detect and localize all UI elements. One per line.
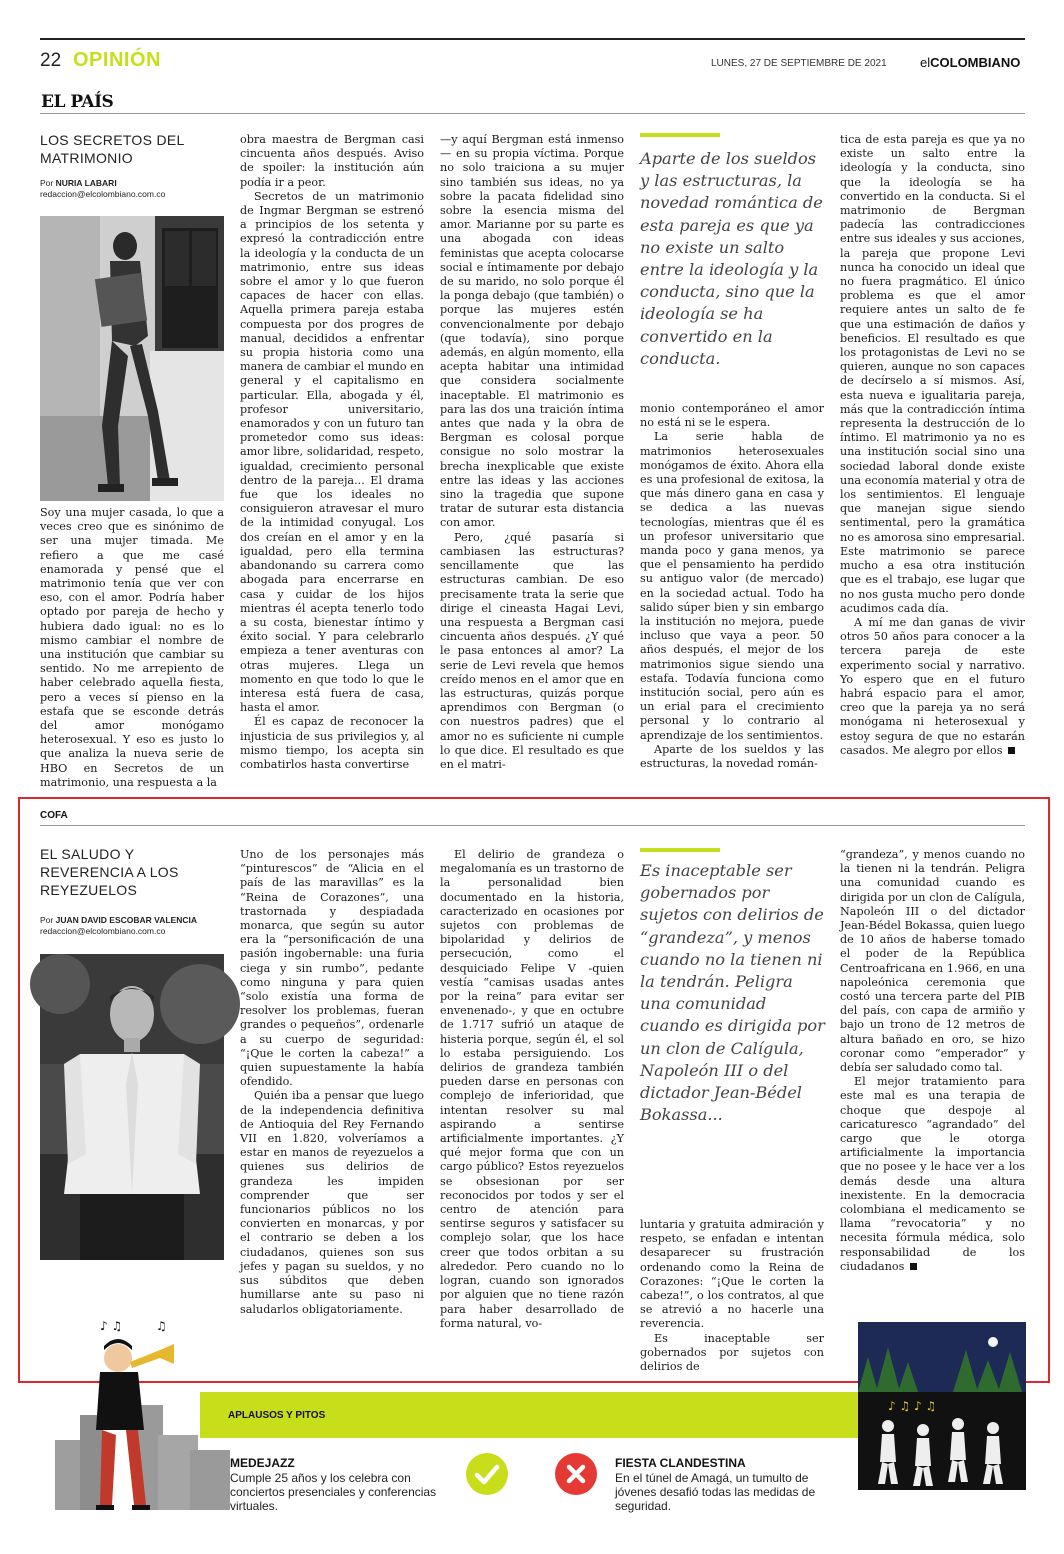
article2-col5 (840, 848, 1025, 1308)
boo-text: En el túnel de Amagá, un tumulto de jóvenes desafió todas las medidas de seguridad. (615, 1471, 816, 1513)
article1-pullquote: Aparte de los sueldos y las estructuras, la novedad romántica de esta pareja es que ya no existe un salto entre la ideología y la conducta, sino que la ideología se ha convertido en la conducta. (640, 149, 823, 368)
byline-prefix: Por (40, 178, 54, 188)
paragraph: Es inaceptable ser gobernados por sujetos con delirios de (640, 1331, 824, 1374)
paragraph: —y aquí Bergman está inmenso— en su propia víctima. Porque no solo traiciona a su mujer sino también sus ideas, no ya sobre la pacata fidelidad sino sobre la esencia misma del amor. Marianne por su parte es una abogada con ideas feministas que acepta colocarse social e íntimamente por debajo de su marido, no solo porque él la ponga debajo (que también) o porque las mujeres estén convencionalmente por debajo (que todavía), sino porque además, en algún momento, ella acepta habitar una intimidad que considera socialmente inaceptable. El matrimonio es para las dos una traición íntima antes que nada y la obra de Bergman es colosal porque consigue no solo mostrar la brecha inexplicable que existe entre las ideas y las acciones sino la tragedia que supone tratar de suturar esta distancia con amor. (440, 133, 624, 530)
paragraph: “grandeza”, y menos cuando no la tienen ni la tendrán. Peligra una comunidad cuando es dirigida por un clon de Calígula, Napoleón III o del dictador Jean-Bédel Bokassa, quien luego de 10 años de haberse tomado el poder de la República Centroafricana en 1.966, en una napoleónica ceremonia que costó una tercera parte del PIB del país, con capa de armiño y bajo un trono de 12 metros de altura bañado en oro, se hizo coronar como “emperador” y debía ser saludado como tal. (840, 848, 1025, 1075)
article2-byline (40, 915, 230, 937)
article1-headline: LOS SECRETOS DEL MATRIMONIO (40, 132, 185, 166)
brand-logo (920, 55, 1020, 70)
paragraph (840, 616, 1025, 758)
author-email: redaccion@elcolombiano.com.co (40, 189, 166, 199)
article2-col2 (240, 848, 424, 1340)
divider (40, 113, 1025, 114)
paragraph: tica de esta pareja es que ya no existe un salto entre la ideología y la conducta, sino que la ideología se ha convertido en la conducta. Si el matrimonio de Bergman padecía las contradicciones entre sus ideales y sus acciones, la pareja que propone Levi nunca ha conocido un ideal que no fuera pragmático. El único problema es que el amor requiere antes un salto de fe que una estimación de daños y beneficios. El resultado es que los protagonistas de Levi no se quieren, aunque no son capaces de decírselo a sí mismos. Así, esta nueva e igualitaria pareja, más que la contradicción íntima representa la destrucción de lo íntimo. El matrimonio ya no es una institución social sino una sociedad laboral donde existe una economía material y otra de los sentimientos. El lenguaje que manejan sigue siendo sentimental, pero la gramática no es amorosa sino empresarial. Este matrimonio se parece mucho a esa otra institución que es el trabajo, ese lugar que no nos gusta mucho pero donde acudimos cada día. (840, 133, 1025, 615)
svg-text:♪ ♫ ♪ ♫: ♪ ♫ ♪ ♫ (888, 1399, 937, 1413)
paragraph: obra maestra de Bergman casi cincuenta años después. Aviso de spoiler: la institución aún podía ir a peor. (240, 133, 424, 189)
article1-byline (40, 178, 230, 200)
article1-col2 (240, 133, 424, 788)
section-title: OPINIÓN (73, 49, 161, 71)
end-mark-icon (1008, 747, 1015, 754)
paragraph: Quién iba a pensar que luego de la independencia definitiva de Antioquia del Rey Fernando VII en 1.820, volveríamos a estar en manos de reyezuelos a quienes sus delirios de grandeza les impiden comprender que ser funcionarios públicos no los convierten en monarcas, y por el contrario se deben a los ciudadanos, quienes son sus jefes y pagan su sueldos, y no sus súbditos que deben humillarse ante su paso ni saludarlos obligatoriamente. (240, 1089, 424, 1316)
svg-text:♫: ♫ (156, 1319, 167, 1333)
brand-name: COLOMBIANO (930, 55, 1021, 70)
paragraph: Soy una mujer casada, lo que a veces creo que es sinónimo de ser una mujer timada. Me refiero a que me casé enamorada y pensé que el matrimonio tenía que ver con eso, con el amor. Podría haber optado por pareja de hecho y hubiera dado igual: no es lo mismo cambiar el nombre de una institución que cambiar su sentido. No me arrepiento de haber celebrado aquella fiesta, pero a veces sí pienso en la estafa que se esconde detrás del amor monógamo heterosexual. Y eso es justo lo que analiza la nueva serie de HBO en Secretos de un matrimonio, una respuesta a la (40, 506, 224, 789)
paragraph: Secretos de un matrimonio de Ingmar Bergman se estrenó a principios de los setenta y expresó la contradicción entre la ideología y la conducta de un matrimonio, entre sus ideas sobre el amor y lo que fueron capaces de hacer con ellas. Aquella primera pareja estaba compuesta por dos progres de manual, decididos a enfrentar su propia historia como una manera de cambiar el mundo en general y el capitalismo en particular. Ella, abogada y él, profesor universitario, enamorados y con un futuro tan prometedor como sus ideas: amor libre, solidaridad, respeto, igualdad, crecimiento personal dentro de la pareja... El drama fue que los ideales no consiguieron atravesar el muro de la intimidad conyugal. Los dos creían en el amor y en la igualdad, pero ella termina abandonando su carrera como abogada para encerrarse en casa y cuidar de los hijos mientras él acepta tenerlo todo a su costa, bienestar íntimo y éxito social. Y para celebrarlo empieza a tener aventuras con otras mujeres. Llega un momento en que todo lo que le interesa está fuera de casa, hasta el amor. (240, 189, 424, 715)
applause-heading: MEDEJAZZ (230, 1456, 295, 1470)
paragraph-text: A mí me dan ganas de vivir otros 50 años para conocer a la tercera pareja de este experimento social y narrativo. Yo espero que en el futuro habrá espacio para el amor, creo que la pareja ya no será monógama ni heterosexual y estoy segura de que no estarán casados. Me alegro por ellos (840, 615, 1025, 757)
pullquote-accent (640, 848, 720, 852)
article1-col5 (840, 133, 1025, 793)
article1-col4 (640, 402, 824, 788)
applause-text: Cumple 25 años y los celebra con conciertos presenciales y conferencias virtuales. (230, 1471, 437, 1513)
paragraph (840, 1075, 1025, 1274)
paragraph: Él es capaz de reconocer la injusticia de sus privilegios y, al mismo tiempo, los acepta sin combatirlos hasta convertirse (240, 715, 424, 771)
brand-prefix: el (920, 55, 931, 70)
x-icon (555, 1453, 597, 1495)
check-icon (466, 1453, 508, 1495)
paragraph: monio contemporáneo el amor no está ni se le espera. (640, 402, 824, 430)
aplausos-title: APLAUSOS Y PITOS (228, 1410, 326, 1421)
partner-logo: EL PAÍS (41, 92, 114, 112)
paragraph: luntaria y gratuita admiración y respeto, se enfadan e intentan desaparecer su frustración ordenando como la Reina de Corazones: “¡Que le corten la cabeza!”, o los contratos, al que se atrevió a no hacerle una reverencia. (640, 1218, 824, 1331)
article2-pullquote: Es inaceptable ser gobernados por sujetos con delirios de “grandeza”, y menos cuando no la tienen ni la tendrán. Peligra una comunidad cuando es dirigida por un clon de Calígula, Napoleón III o del dictador Jean-Bédel Bokassa... (640, 861, 825, 1125)
divider (40, 825, 1025, 826)
byline-prefix: Por (40, 915, 54, 925)
article2-col3 (440, 848, 624, 1340)
paragraph-text: El mejor tratamiento para este mal es una terapia de choque que despoje al caricaturesco “agrandado” del cargo que le otorga artificialmente la importancia que no posee y le hace ver a los demás desde una altura inexistente. En la democracia colombiana el medicamento se llama “revocatoria” y no necesita fórmula médica, solo responsabilidad de los ciudadanos (840, 1075, 1025, 1273)
paragraph: Aparte de los sueldos y las estructuras, la novedad román- (640, 742, 824, 771)
party-illustration (858, 1322, 1026, 1490)
paragraph: Pero, ¿qué pasaría si cambiasen las estructuras? sencillamente que las estructuras cambian. De eso precisamente trata la serie que dirige el cineasta Hagai Levi, una respuesta a Bergman casi cincuenta años después. ¿Y qué le pasa entonces al amor? La serie de Levi revela que hemos creído menos en el amor que en las estructuras, quizás porque aprendimos con Bergman (o con nuestros padres) que el amor no es suficiente ni cumple lo que dice. El resultado es que en el matri- (440, 530, 624, 771)
paragraph: El delirio de grandeza o megalomanía es un trastorno de la personalidad bien documentado en la historia, caracterizado en ocasiones por sujetos con problemas de bipolaridad y delirios de persecución, como el desquiciado Felipe V -quien vestía “camisas usadas antes por la reina” para evitar ser envenenado-, y que en octubre de 1.717 sufrió un ataque de histeria porque, según él, el sol lo estaba persiguiendo. Los delirios de grandeza también pueden darse en personas con complejo de inferioridad, que intentan resolver su mal aspirando a sentirse artificialmente importantes. ¿Y qué mejor forma que con un cargo público? Estos reyezuelos se obsesionan por ser reconocidos por todos y ser el centro de atención para sentirse seguros y satisfacer su complejo solar, que los hace creer que todos orbitan a su alrededor. Pero cuando no lo logran, cuando son ignorados por alguien que no tiene razón para haber desarrollado de forma natural, vo- (440, 848, 624, 1330)
check-icon-glyph (466, 1453, 508, 1495)
author-photo-image (40, 954, 224, 1260)
article2-headline: EL SALUDO Y REVERENCIA A LOS REYEZUELOS (40, 846, 179, 898)
end-mark-icon (910, 1263, 917, 1270)
article2-kicker: COFA (40, 810, 68, 821)
pullquote-accent (640, 133, 720, 137)
article1-col3 (440, 133, 624, 788)
x-icon-glyph (555, 1453, 597, 1495)
statue-photo (40, 216, 224, 501)
dateline: LUNES, 27 DE SEPTIEMBRE DE 2021 (711, 58, 887, 69)
top-rule (40, 38, 1025, 40)
author-photo (40, 954, 224, 1260)
author-name: JUAN DAVID ESCOBAR VALENCIA (55, 915, 197, 925)
paragraph: Uno de los personajes más “pinturescos” de “Alicia en el país de las maravillas” es la “Reina de Corazones”, una trastornada y despiadada monarca, que según su autor era la “personificación de una pasión ingobernable: una furia ciega y sin rumbo”, pedante como ninguna y para quien “solo existía una forma de resolver los problemas, fueran grandes o pequeños”, ordenarle a su cuerpo de seguridad: “¡Que le corten la cabeza!” a quien supuestamente la había ofendido. (240, 848, 424, 1089)
article1-col1 (40, 506, 224, 788)
page-number: 22 (40, 50, 62, 71)
statue-photo-image (40, 216, 224, 501)
author-name: NURIA LABARI (55, 178, 117, 188)
paragraph: La serie habla de matrimonios heterosexuales monógamos de éxito. Ahora ella es una profesional de exitosa, la que más dinero gana en casa y se dedica a las nuevas tecnologías, mientras que él es un profesor universitario que manda poco y gana menos, ya que el pensamiento ha perdido su antiguo valor (de mercado) en la sociedad actual. Todo ha salido súper bien y sin embargo la institución no mejora, puede incluso que vaya a peor. 50 años después, el mejor de los matrimonios sigue siendo una estafa. Todavía funciona como institución social, pero aún es un erial para el crecimiento personal y lo contrario al aprendizaje de los sentimientos. (640, 430, 824, 742)
svg-text:♪ ♫: ♪ ♫ (100, 1319, 123, 1333)
boo-heading: FIESTA CLANDESTINA (615, 1456, 746, 1470)
author-email: redaccion@elcolombiano.com.co (40, 926, 166, 936)
article2-col4 (640, 1218, 824, 1374)
